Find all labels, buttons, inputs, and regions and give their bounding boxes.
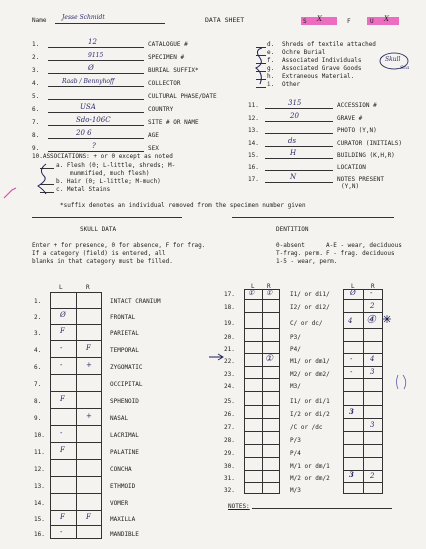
field-line	[265, 146, 333, 147]
row-line	[244, 378, 280, 379]
field-num: 2.	[32, 54, 40, 61]
dent-row-num: 32.	[224, 487, 235, 494]
row-line	[244, 405, 280, 406]
s-x-mark: X	[317, 15, 322, 23]
option-item: e.	[267, 49, 275, 56]
skull-row-num: 10.	[34, 432, 45, 439]
skull-row-num: 15.	[34, 516, 45, 523]
row-line	[50, 442, 102, 443]
dent-cell-l2: -	[350, 355, 353, 363]
skull-instr2: If a category (field) is entered, all	[32, 250, 166, 257]
option-label: Shreds of textile attached	[282, 41, 376, 48]
field-value: H	[290, 149, 297, 157]
row-line	[244, 299, 280, 300]
row-line	[244, 391, 280, 392]
field-label: NOTES PRESENT	[337, 176, 384, 183]
field-value: ds	[288, 137, 297, 145]
f-label: F	[347, 18, 351, 25]
field-label: COLLECTOR	[148, 80, 181, 87]
dent-cell-l2: -	[350, 368, 353, 376]
row-line	[244, 353, 280, 354]
row-line	[244, 328, 280, 329]
dent-row-label: I2/ or di2/	[290, 304, 330, 311]
dent-cell-l2: 3	[349, 407, 354, 416]
skull-row-label: NASAL	[110, 415, 129, 422]
option-item: f.	[267, 57, 275, 64]
skull-cell-l: F	[60, 395, 65, 403]
assoc-c: c. Metal Stains	[56, 186, 111, 193]
skull-row-label: TEMPORAL	[110, 347, 139, 354]
field-num: 3.	[32, 67, 40, 74]
skull-cell-r: +	[86, 361, 92, 369]
field-label: (Y,N)	[341, 183, 360, 190]
dent-row-label: M3/	[290, 383, 301, 390]
field-line	[48, 138, 144, 139]
skull-cell-l: -	[60, 344, 63, 352]
skull-row-label: PARIETAL	[110, 330, 139, 337]
row-line	[50, 324, 102, 325]
field-line	[48, 125, 144, 126]
field-label: GRAVE #	[337, 115, 363, 122]
skull-col-l: L	[59, 284, 63, 291]
skull-row-num: 16.	[34, 531, 45, 538]
dent-cell-r2: 3	[370, 421, 375, 429]
skull-row-label: CONCHA	[110, 466, 132, 473]
notes-label: NOTES:	[228, 503, 250, 510]
option-item: h.	[267, 73, 275, 80]
row-line	[50, 340, 102, 341]
skull-instr3: blanks in that category must be filled.	[32, 258, 173, 265]
skull-col-divider	[76, 292, 77, 539]
skull-cell-l: -	[60, 429, 63, 437]
field-num: 17.	[248, 176, 259, 183]
row-line	[244, 482, 280, 483]
field-value: Raab / Bennyhoff	[62, 78, 115, 85]
field-num: 8.	[32, 132, 40, 139]
skull-instr1: Enter + for presence, 0 for absence, F for frag.	[32, 242, 206, 249]
dent-cell-l: ①	[248, 289, 255, 297]
row-line	[244, 444, 280, 445]
dent-row-label: C/ or dc/	[290, 320, 323, 327]
row-line	[50, 525, 102, 526]
name-line	[55, 23, 165, 24]
dent-cell-r2: ④	[366, 313, 376, 326]
dent-row-num: 31.	[224, 475, 235, 482]
side-note-line2: Sca	[400, 65, 410, 71]
dent-cell-r2: 2	[370, 472, 375, 480]
skull-row-num: 14.	[34, 500, 45, 507]
skull-row-label: LACRIMAL	[110, 432, 139, 439]
dent-row-num: 22.	[224, 358, 235, 365]
skull-row-num: 1.	[34, 298, 42, 305]
field-line	[48, 151, 144, 152]
dent-row-num: 18.	[224, 304, 235, 311]
dent-row-num: 29.	[224, 450, 235, 457]
field-line	[48, 86, 144, 87]
s-label: S	[303, 18, 307, 25]
row-line	[244, 418, 280, 419]
skull-cell-l: F	[60, 446, 65, 454]
assoc-a: a. Flesh (0; L-little, shreds; M-	[56, 162, 176, 169]
skull-row-num: 7.	[34, 381, 42, 388]
margin-scribble	[394, 372, 412, 392]
field-label: SEX	[148, 145, 159, 152]
row-line	[244, 431, 280, 432]
field-value: ?	[92, 142, 96, 150]
u-x-mark: X	[384, 15, 389, 23]
row-line	[343, 299, 383, 300]
row-line	[343, 431, 383, 432]
field-value: 9115	[88, 52, 104, 59]
row-line	[343, 312, 383, 313]
dent-cell-r2: -	[370, 289, 373, 297]
skull-row-label: OCCIPITAL	[110, 381, 143, 388]
option-item: d.	[267, 41, 275, 48]
associations-title: 10.ASSOCIATIONS: + or 0 except as noted	[32, 153, 173, 160]
skull-row-label: ZYGOMATIC	[110, 364, 143, 371]
asterisk-mark	[382, 314, 392, 324]
skull-row-num: 2.	[34, 314, 42, 321]
row-line	[343, 482, 383, 483]
field-value: USA	[80, 103, 96, 111]
dent-row-label: P/3	[290, 437, 301, 444]
dent-row-num: 27.	[224, 424, 235, 431]
row-line	[50, 357, 102, 358]
dent-row-num: 28.	[224, 437, 235, 444]
row-line	[244, 470, 280, 471]
hand-bracket-mark	[250, 44, 280, 92]
notes-line	[252, 508, 392, 509]
assoc-a2: mummified, much flesh)	[70, 170, 150, 177]
side-note-line1: Skull	[385, 56, 401, 63]
row-line	[343, 378, 383, 379]
assoc-b: b. Hair (0; L-little; M-much)	[56, 178, 161, 185]
sheet-title: DATA SHEET	[205, 16, 245, 24]
dent-row-label: I/2 or di/2	[290, 411, 330, 418]
field-value: N	[290, 173, 297, 181]
dent-cell-l2: 3	[349, 470, 354, 479]
field-label: COUNTRY	[148, 106, 174, 113]
row-line	[343, 418, 383, 419]
pink-tick-mark	[2, 186, 20, 202]
option-item: i.	[267, 81, 275, 88]
dent-row-num: 26.	[224, 411, 235, 418]
field-num: 16.	[248, 164, 259, 171]
divider-right	[232, 217, 394, 218]
field-num: 11.	[248, 102, 259, 109]
row-line	[244, 341, 280, 342]
skull-row-num: 6.	[34, 364, 42, 371]
option-label: Other	[282, 81, 301, 88]
field-num: 13.	[248, 127, 259, 134]
dent-legend2: T-frag. perm.	[276, 250, 323, 257]
suffix-note: *suffix denotes an individual removed from the specimen number given	[60, 202, 306, 209]
row-line	[343, 391, 383, 392]
skull-row-num: 13.	[34, 483, 45, 490]
field-label: SPECIMEN #	[148, 54, 185, 61]
dent-row-label: M/2 or dm/2	[290, 475, 330, 482]
row-line	[343, 353, 383, 354]
field-label: ACCESSION #	[337, 102, 377, 109]
field-num: 7.	[32, 119, 40, 126]
dent-row-num: 19.	[224, 320, 235, 327]
dent-row-label: M1/ or dm1/	[290, 358, 330, 365]
field-line	[48, 60, 144, 61]
divider-left	[32, 217, 182, 218]
field-line	[48, 47, 144, 48]
field-num: 4.	[32, 80, 40, 87]
field-label: CATALOGUE #	[148, 41, 188, 48]
dent-row-num: 23.	[224, 371, 235, 378]
field-value: Ø	[88, 64, 94, 72]
row-line	[343, 457, 383, 458]
field-num: 6.	[32, 106, 40, 113]
row-line	[244, 366, 280, 367]
skull-row-num: 11.	[34, 449, 45, 456]
side-note-circle	[378, 50, 410, 72]
name-value: Jesse Schmidt	[62, 14, 105, 21]
field-label: CULTURAL PHASE/DATE	[148, 93, 217, 100]
dent-row-num: 20.	[224, 334, 235, 341]
field-num: 15.	[248, 152, 259, 159]
skull-row-num: 9.	[34, 415, 42, 422]
field-label: PHOTO (Y,N)	[337, 127, 377, 134]
dent-legend1: 0-absent	[276, 242, 305, 249]
row-line	[50, 493, 102, 494]
row-line	[244, 457, 280, 458]
skull-row-label: FRONTAL	[110, 314, 136, 321]
field-label: AGE	[148, 132, 159, 139]
row-line	[343, 405, 383, 406]
dent-row-label: M/1 or dm/1	[290, 463, 330, 470]
skull-cell-l: F	[60, 327, 65, 335]
row-line	[50, 476, 102, 477]
dent-row-label: P/4	[290, 450, 301, 457]
dent-legend5: F - frag. deciduous	[326, 250, 395, 257]
field-line	[265, 133, 333, 134]
field-value: 20	[290, 112, 299, 120]
dent-row-num: 30.	[224, 463, 235, 470]
dent-row-label: I1/ or di1/	[290, 291, 330, 298]
name-label: Name	[32, 17, 47, 24]
field-label: BURIAL SUFFIX*	[148, 67, 199, 74]
row-line	[343, 341, 383, 342]
assoc-bracket-mark	[30, 160, 56, 196]
field-num: 12.	[248, 115, 259, 122]
arrow-mark	[208, 352, 226, 362]
field-line	[265, 158, 333, 159]
dent-col-r2: R	[371, 283, 375, 290]
dent-row-num: 24.	[224, 383, 235, 390]
dent-cell-r: ①	[266, 289, 273, 297]
row-line	[244, 312, 280, 313]
field-label: CURATOR (INITIALS)	[337, 140, 403, 147]
option-label: Extraneous Material.	[282, 73, 355, 80]
field-line	[48, 112, 144, 113]
option-label: Ochre Burial	[282, 49, 326, 56]
skull-title: SKULL DATA	[80, 226, 117, 233]
row-line	[343, 366, 383, 367]
dent-cell-r2: 4	[370, 355, 375, 363]
skull-cell-r: +	[86, 412, 92, 420]
row-line	[50, 425, 102, 426]
skull-cell-r: F	[86, 344, 91, 352]
field-num: 9.	[32, 145, 40, 152]
dent-col-r: R	[267, 283, 271, 290]
skull-row-label: ETHMOID	[110, 483, 136, 490]
skull-row-label: MANDIBLE	[110, 531, 139, 538]
field-value: 315	[288, 99, 302, 107]
skull-cell-l: -	[60, 528, 63, 536]
option-label: Associated Grave Goods	[282, 65, 362, 72]
dent-row-label: M2/ or dm2/	[290, 371, 330, 378]
row-line	[50, 308, 102, 309]
dent-col-l2: L	[351, 283, 355, 290]
dent-row-label: P3/	[290, 334, 301, 341]
dent-row-num: 25.	[224, 398, 235, 405]
skull-row-num: 12.	[34, 466, 45, 473]
dent-cell-r2: 2	[370, 302, 375, 310]
dent-row-label: I1/ or di/1	[290, 398, 330, 405]
field-line	[48, 73, 144, 74]
field-line	[48, 99, 144, 100]
field-line	[265, 121, 333, 122]
skull-row-label: MAXILLA	[110, 516, 136, 523]
dent-cell-l2: 4	[348, 317, 353, 325]
row-line	[50, 510, 102, 511]
u-label: U	[370, 18, 374, 25]
skull-col-r: R	[86, 284, 90, 291]
row-line	[50, 408, 102, 409]
field-line	[265, 108, 333, 109]
skull-row-label: SPHENOID	[110, 398, 139, 405]
row-line	[343, 328, 383, 329]
field-label: LOCATION	[337, 164, 366, 171]
dent-col-l: L	[251, 283, 255, 290]
field-num: 1.	[32, 41, 40, 48]
row-line	[50, 374, 102, 375]
row-line	[50, 391, 102, 392]
option-label: Associated Individuals	[282, 57, 362, 64]
skull-row-label: PALATINE	[110, 449, 139, 456]
dentition-title: DENTITION	[276, 226, 309, 233]
skull-row-num: 4.	[34, 347, 42, 354]
dent-cell-r2: 3	[370, 368, 375, 376]
row-line	[50, 459, 102, 460]
skull-cell-r: F	[86, 513, 91, 521]
option-item: g.	[267, 65, 275, 72]
skull-row-label: INTACT CRANIUM	[110, 298, 161, 305]
dent-row-label: M/3	[290, 487, 301, 494]
dent-cell-l2: Ø	[350, 289, 356, 297]
field-line	[265, 170, 333, 171]
field-value: Sdo-106C	[76, 116, 111, 124]
dent-row-label: /C or /dc	[290, 424, 323, 431]
skull-row-num: 3.	[34, 330, 42, 337]
dent-legend3: 1-5 - wear, perm.	[276, 258, 338, 265]
dent-cell-r: ①	[265, 354, 274, 364]
field-label: BUILDING (K,H,R)	[337, 152, 395, 159]
dent-row-num: 21.	[224, 346, 235, 353]
dent-row-label: P4/	[290, 346, 301, 353]
dent-legend4: A-E - wear, deciduous	[326, 242, 402, 249]
skull-row-label: VOMER	[110, 500, 129, 507]
field-num: 14.	[248, 140, 259, 147]
skull-row-num: 8.	[34, 398, 42, 405]
field-label: SITE # OR NAME	[148, 119, 199, 126]
field-value: 12	[88, 38, 97, 46]
skull-cell-l: F	[60, 513, 65, 521]
skull-cell-l: Ø	[60, 311, 66, 319]
dent-row-num: 17.	[224, 291, 235, 298]
row-line	[343, 444, 383, 445]
field-line	[265, 182, 333, 183]
field-num: 5.	[32, 93, 40, 100]
skull-cell-l: -	[60, 361, 63, 369]
field-value: 20 6	[76, 129, 92, 137]
